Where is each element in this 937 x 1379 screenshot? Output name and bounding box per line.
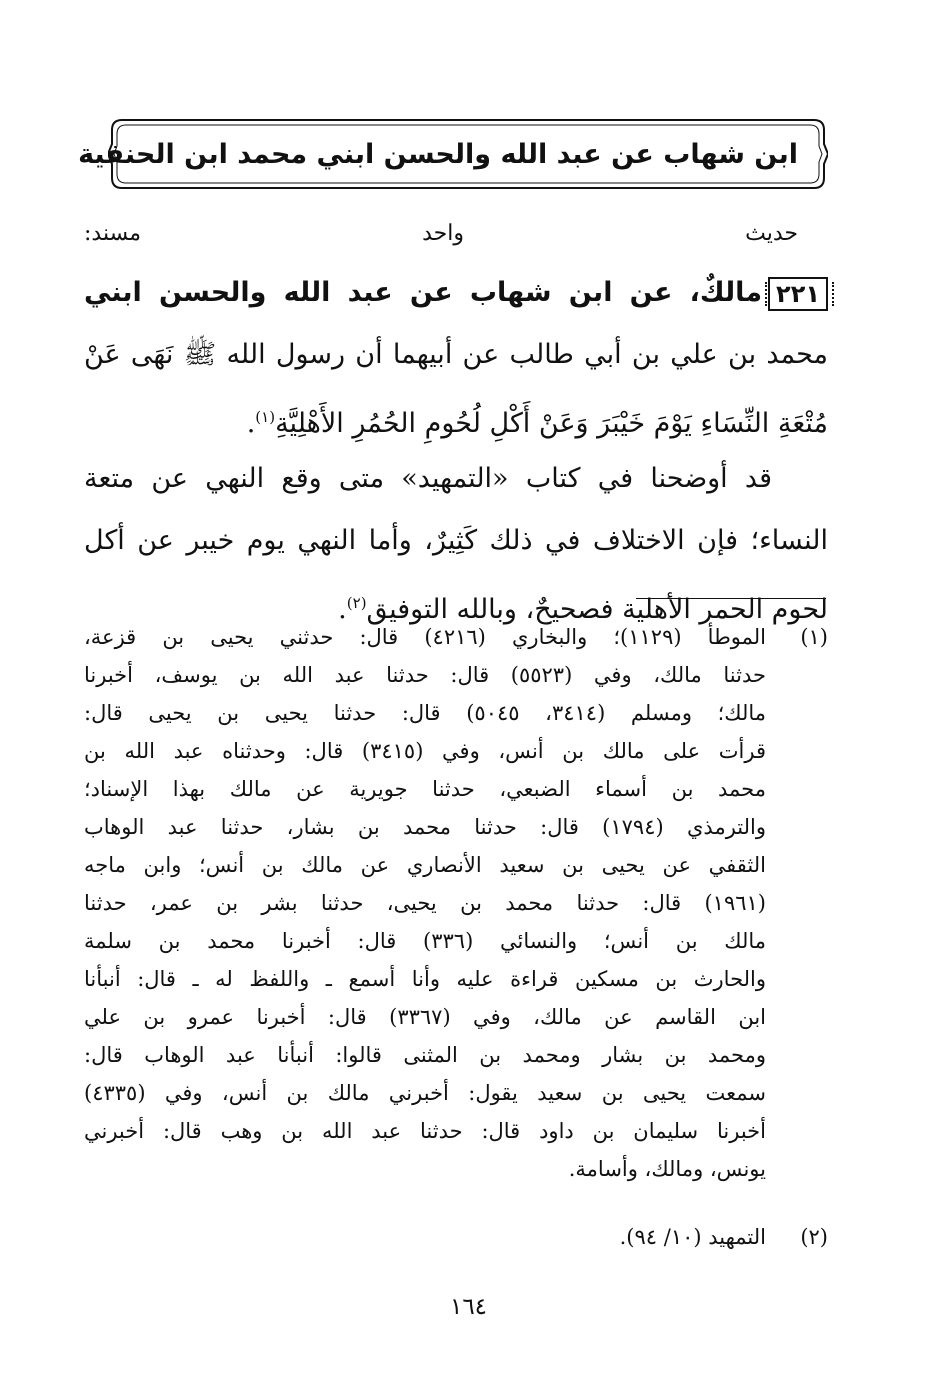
footnote-line: مالك بن أنس؛ والنسائي (٣٣٦) قال: أخبرنا محمد بن سلمة bbox=[84, 929, 766, 953]
footnote-line: ومحمد بن بشار ومحمد بن المثنى قالوا: أنبأنا عبد الوهاب قال: bbox=[84, 1043, 766, 1067]
footnote-line: التمهيد (١٠/ ٩٤). bbox=[619, 1225, 766, 1249]
footnote-reference-1: (١) bbox=[255, 408, 276, 426]
text-line-6: لحوم الحمر الأهلية فصحيحٌ، وبالله التوفيق bbox=[366, 594, 828, 625]
text-line bbox=[84, 262, 828, 324]
footnote-line: سمعت يحيى بن سعيد يقول: أخبرني مالك بن أنس، وفي (٤٣٣٥) bbox=[84, 1081, 766, 1105]
text-line-5: النساء؛ فإن الاختلاف في ذلك كَثِيرٌ، وأما النهي يوم خيبر عن أكل bbox=[84, 525, 828, 556]
chapter-title-frame bbox=[78, 118, 828, 190]
footnote-line: يونس، ومالك، وأسامة. bbox=[568, 1157, 766, 1181]
footnote-body bbox=[84, 1218, 766, 1256]
footnote-separator bbox=[636, 598, 826, 599]
footnote-reference-2: (٢) bbox=[346, 594, 367, 612]
hadith-number: ٢٢١ bbox=[768, 277, 828, 311]
text-line: لحوم الحمر الأهلية فصحيحٌ، وبالله التوفيق$^{(٢)}$. bbox=[338, 594, 828, 625]
footnote-marker: (١) bbox=[800, 625, 828, 649]
footnote-line: قرأت على مالك بن أنس، وفي (٣٤١٥) قال: وحدثناه عبد الله بن bbox=[84, 739, 766, 763]
footnote-line: حدثنا مالك، وفي (٥٥٢٣) قال: حدثنا عبد الله بن يوسف، أخبرنا bbox=[84, 663, 766, 687]
main-text bbox=[84, 214, 828, 634]
footnote-marker: (٢) bbox=[800, 1225, 828, 1249]
footnote-line: أخبرنا سليمان بن داود قال: حدثنا عبد الله بن وهب قال: أخبرني bbox=[84, 1119, 766, 1143]
text-line-1: مالكٌ، عن ابن شهاب عن عبد الله والحسن ابني bbox=[84, 277, 763, 308]
text-line-2: محمد بن علي بن أبي طالب عن أبيهما أن رسول الله ﷺ نَهَى عَنْ bbox=[84, 339, 828, 370]
footnote-1 bbox=[84, 618, 828, 1188]
footnote-body bbox=[84, 618, 766, 1188]
footnote-line: (١٩٦١) قال: حدثنا محمد بن يحيى، حدثنا بشر بن عمر، حدثنا bbox=[84, 891, 766, 915]
chapter-title: ابن شهاب عن عبد الله والحسن ابني محمد ابن الحنفية bbox=[78, 139, 798, 170]
footnote-line: الثقفي عن يحيى بن سعيد الأنصاري عن مالك بن أنس؛ وابن ماجه bbox=[84, 853, 766, 877]
page-number: ١٦٤ bbox=[449, 1294, 488, 1320]
footnote-line: والترمذي (١٧٩٤) قال: حدثنا محمد بن بشار، حدثنا عبد الوهاب bbox=[84, 815, 766, 839]
subheading: حديث واحد مسند: bbox=[84, 221, 798, 246]
text-line-4: قد أوضحنا في كتاب «التمهيد» متى وقع النهي عن متعة bbox=[84, 463, 772, 494]
footnote-line: مالك؛ ومسلم (٣٤١٤، ٥٠٤٥) قال: حدثنا يحيى بن يحيى قال: bbox=[84, 701, 767, 725]
footnote-line: والحارث بن مسكين قراءة عليه وأنا أسمع ـ واللفظ له ـ قال: أنبأنا bbox=[84, 967, 766, 991]
text-line: مُتْعَةِ النِّسَاءِ يَوْمَ خَيْبَرَ وَعَنْ أَكْلِ لُحُومِ الحُمُرِ الأَهْلِيَّةِ$^{(١)}$. bbox=[246, 408, 828, 439]
footnote-line: محمد بن أسماء الضبعي، حدثنا جويرية عن مالك بهذا الإسناد؛ bbox=[84, 777, 766, 801]
footnote-line: الموطأ (١١٢٩)؛ والبخاري (٤٢١٦) قال: حدثني يحيى بن قزعة، bbox=[84, 625, 767, 649]
text-line-3: مُتْعَةِ النِّسَاءِ يَوْمَ خَيْبَرَ وَعَنْ أَكْلِ لُحُومِ الحُمُرِ الأَهْلِيَّةِ bbox=[275, 408, 828, 439]
footnote-line: ابن القاسم عن مالك، وفي (٣٣٦٧) قال: أخبرنا عمرو بن علي bbox=[84, 1005, 766, 1029]
footnote-2 bbox=[84, 1218, 828, 1256]
